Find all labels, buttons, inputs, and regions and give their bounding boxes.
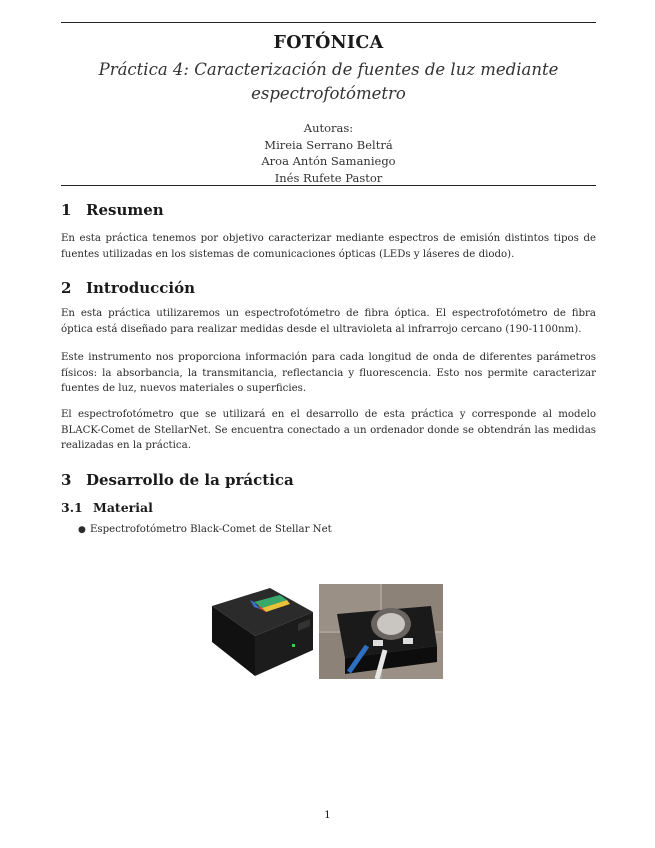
author-name: Inés Rufete Pastor: [274, 170, 383, 185]
document-title: FOTÓNICA: [273, 33, 384, 53]
resumen-paragraph: En esta práctica tenemos por objetivo caracterizar mediante espectros de emisión distintos tipos de fuentes utilizadas en los sistemas de comunicaciones ópticas (LEDs y láseres de diodo).: [61, 233, 596, 260]
authors-block: [61, 120, 596, 186]
intro-paragraph-2: Este instrumento nos proporciona información para cada longitud de onda de diferentes parámetros físicos: la absorbancia, la transmitancia, reflectancia y fluorescencia. Esto nos permite caracterizar fuentes de luz, nuevos materiales o superficies.: [61, 352, 596, 394]
spectrophotometer-device-image: [210, 584, 315, 679]
section-number: 3: [61, 471, 72, 489]
section-title: Resumen: [86, 201, 164, 219]
intro-paragraph-3: El espectrofotómetro que se utilizará en el desarrollo de esta práctica y corresponde al modelo BLACK-Comet de StellarNet. Se encuentra conectado a un ordenador donde se obtendrán las medidas realizadas en la práctica.: [61, 409, 596, 451]
section-heading-resumen: [61, 201, 164, 219]
subsection-heading-material: [61, 500, 153, 515]
section-heading-desarrollo: [61, 471, 294, 489]
cuvette-holder-photo: [319, 584, 443, 679]
cuvette-holder-image: [319, 584, 443, 679]
section-number: 1: [61, 201, 72, 219]
document-subtitle: [61, 58, 596, 106]
subsection-title: Material: [93, 500, 153, 515]
intro-paragraph-1: En esta práctica utilizaremos un espectrofotómetro de fibra óptica. El espectrofotómetro de fibra óptica está diseñado para realizar medidas desde el ultravioleta al infrarrojo cercano (190-1100nm).: [61, 308, 596, 335]
bullet-icon: ●: [78, 525, 86, 535]
spectrophotometer-photo: [210, 584, 315, 679]
page-number: 1: [324, 809, 331, 821]
top-rule: [61, 22, 596, 23]
list-item: [78, 524, 332, 535]
section-heading-introduccion: [61, 279, 195, 297]
authors-label: Autoras:: [303, 121, 354, 135]
author-name: Mireia Serrano Beltrá: [264, 137, 393, 152]
author-name: Aroa Antón Samaniego: [261, 154, 396, 168]
subtitle-line-1: Práctica 4: Caracterización de fuentes de luz mediante: [98, 60, 559, 79]
subtitle-line-2: espectrofotómetro: [251, 84, 406, 103]
section-title: Desarrollo de la práctica: [86, 471, 294, 489]
subsection-number: 3.1: [61, 500, 83, 515]
section-number: 2: [61, 279, 72, 297]
header-bottom-rule: [61, 185, 596, 186]
section-title: Introducción: [86, 279, 196, 297]
list-item-text: Espectrofotómetro Black-Comet de Stellar Net: [90, 524, 332, 535]
